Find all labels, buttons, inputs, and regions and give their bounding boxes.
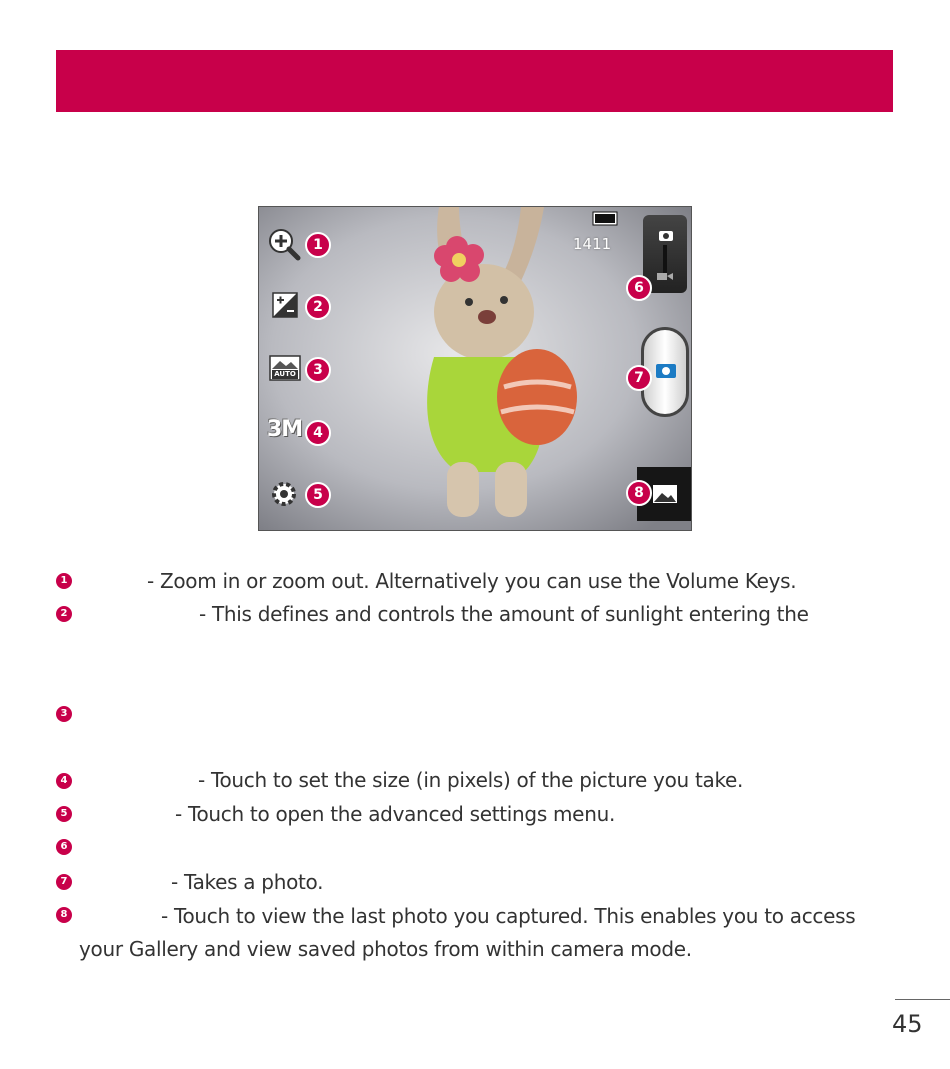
item-6-number: 6 [56,839,72,855]
item-7-text: - Takes a photo. [171,870,324,894]
item-5-number: 5 [56,806,72,822]
item-1-text: - Zoom in or zoom out. Alternatively you can use the Volume Keys. [147,569,797,593]
badge-1: 1 [305,232,331,258]
image-size-label[interactable]: 3M [267,417,303,442]
item-2-text: - This defines and controls the amount of sunlight entering the [199,602,809,626]
item-4-number: 4 [56,773,72,789]
badge-7: 7 [626,365,652,391]
item-4-text: - Touch to set the size (in pixels) of the picture you take. [198,768,744,792]
badge-8: 8 [626,480,652,506]
section-header-bar [56,50,893,112]
item-2-number: 2 [56,606,72,622]
item-8-continuation: your Gallery and view saved photos from within camera mode. [79,937,692,961]
item-3-number: 3 [56,706,72,722]
page-number-rule [895,999,950,1000]
badge-6: 6 [626,275,652,301]
badge-3: 3 [305,357,331,383]
item-1-number: 1 [56,573,72,589]
scene-mode-icon[interactable] [269,355,301,381]
item-8-number: 8 [56,907,72,923]
page-number: 45 [892,1010,923,1038]
badge-2: 2 [305,294,331,320]
zoom-icon[interactable] [267,227,301,261]
item-7-number: 7 [56,874,72,890]
camera-viewfinder [258,206,692,531]
item-8-text: - Touch to view the last photo you captured. This enables you to access [161,904,856,928]
item-5-text: - Touch to open the advanced settings menu. [175,802,616,826]
badge-4: 4 [305,420,331,446]
brightness-icon[interactable] [271,291,299,319]
badge-5: 5 [305,482,331,508]
settings-gear-icon[interactable] [271,481,297,507]
scene-mode-label: AUTO [274,370,296,378]
shot-counter: 1411 [573,235,612,253]
